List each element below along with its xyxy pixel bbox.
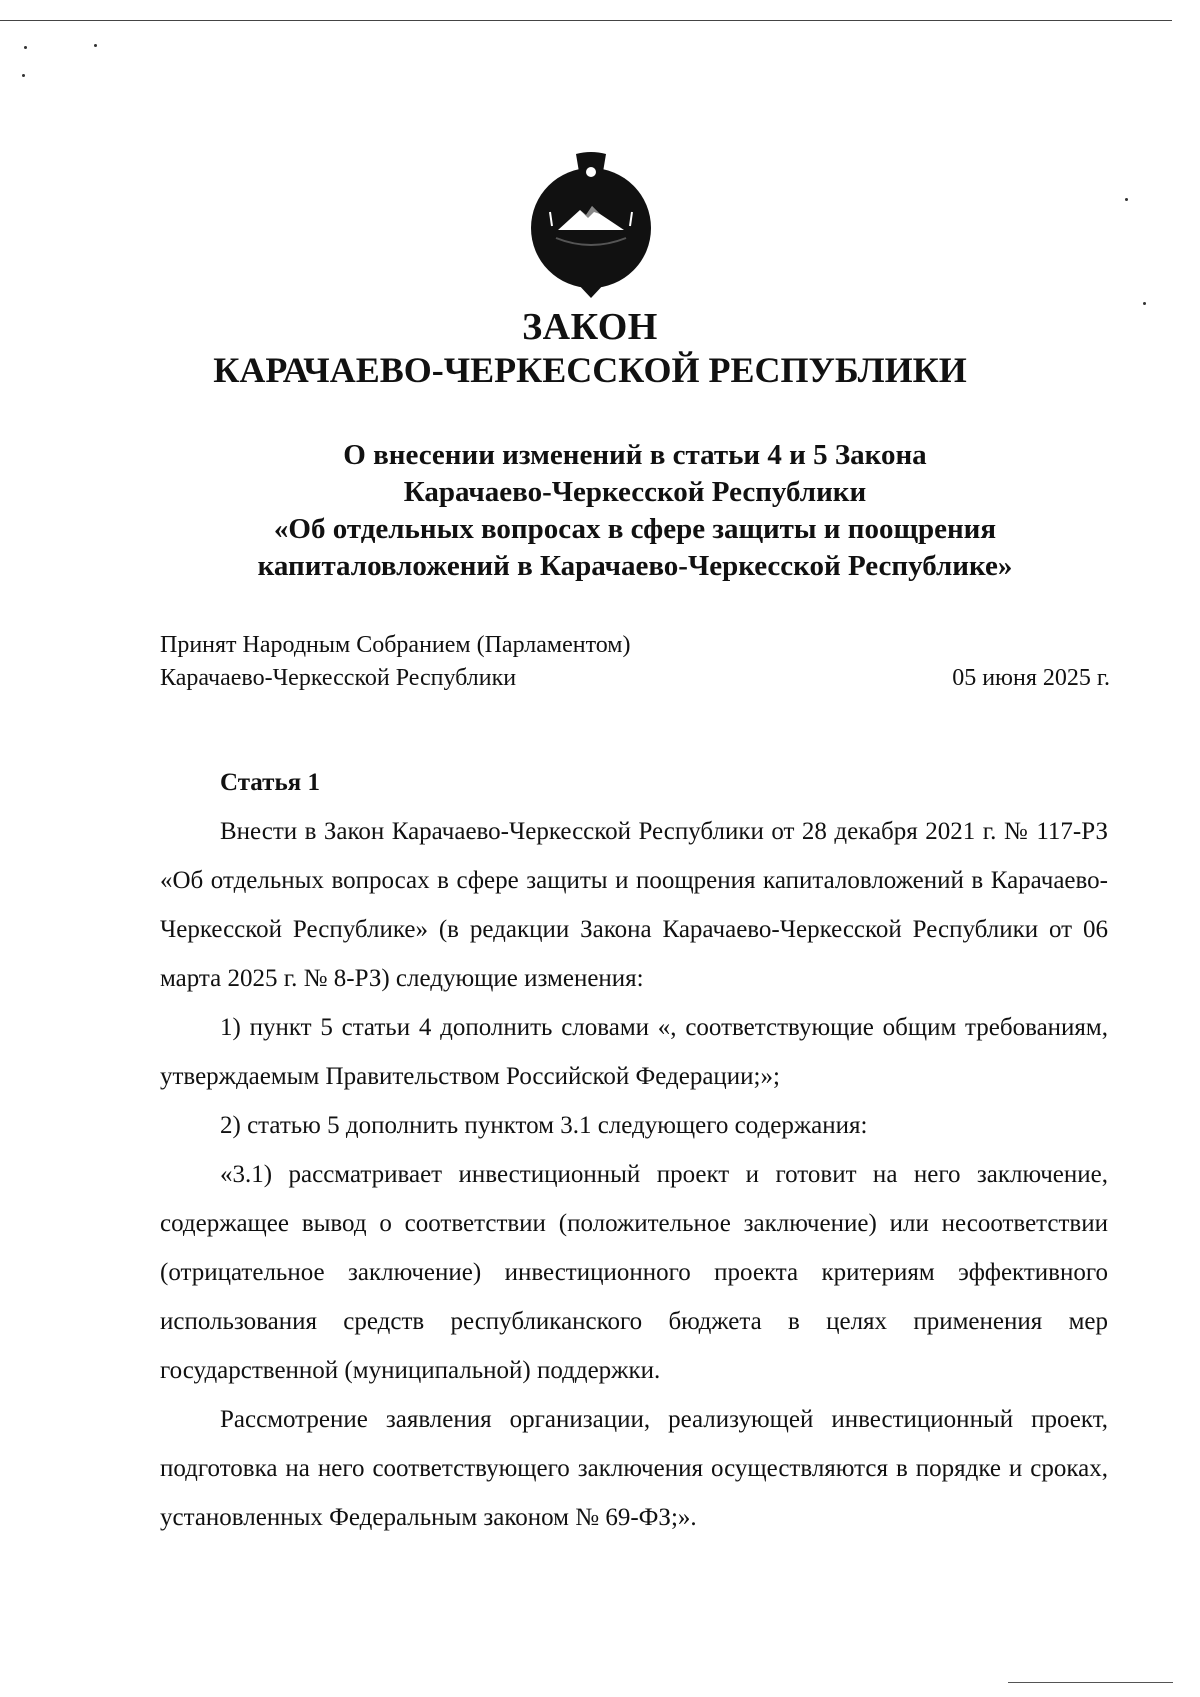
article-paragraph: 2) статью 5 дополнить пунктом 3.1 следующего содержания:	[220, 1112, 868, 1139]
law-issuer: КАРАЧАЕВО-ЧЕРКЕССКОЙ РЕСПУБЛИКИ	[213, 350, 967, 390]
scan-speck	[24, 46, 27, 49]
subject-line: Карачаево-Черкесской Республики	[403, 476, 867, 508]
coat-of-arms-emblem	[528, 152, 654, 298]
article-paragraph: Рассмотрение заявления организации, реализующей инвестиционный проект, подготовка на него соответствующего заключения осуществляются в порядке и сроках, установленных Федеральным законом № 69-ФЗ;».	[160, 1406, 1108, 1531]
law-title: ЗАКОН	[522, 306, 658, 348]
subject-line: «Об отдельных вопросах в сфере защиты и поощрения	[273, 513, 997, 545]
article-body	[160, 758, 1108, 1542]
law-subject	[160, 437, 1110, 585]
scan-edge-line	[0, 20, 1172, 21]
adoption-date: 05 июня 2025 г.	[952, 665, 1110, 691]
article-paragraph: 1) пункт 5 статьи 4 дополнить словами «, соответствующие общим требованиям, утверждаемым Правительством Российской Федерации;»;	[160, 1014, 1108, 1090]
subject-line: О внесении изменений в статьи 4 и 5 Закона	[343, 439, 927, 471]
adoption-line: Принят Народным Собранием (Парламентом)	[160, 632, 631, 658]
article-title: Статья 1	[220, 769, 320, 796]
adoption-line: Карачаево-Черкесской Республики	[160, 665, 517, 691]
scan-speck	[22, 74, 25, 77]
scan-speck	[94, 44, 97, 47]
article-paragraph: «3.1) рассматривает инвестиционный проект и готовит на него заключение, содержащее вывод о соответствии (положительное заключение) или несоответствии (отрицательное заключение) инвестиционного проекта критериям эффективного использования средств республиканского бюджета в целях применения мер государственной (муниципальной) поддержки.	[160, 1161, 1108, 1384]
scan-edge-line-bottom	[1008, 1682, 1173, 1683]
subject-line: капиталовложений в Карачаево-Черкесской Республике»	[257, 550, 1013, 582]
article-paragraph: Внести в Закон Карачаево-Черкесской Республики от 28 декабря 2021 г. № 117-РЗ «Об отдельных вопросах в сфере защиты и поощрения капиталовложений в Карачаево-Черкесской Республике» (в редакции Закона Карачаево-Черкесской Республики от 06 марта 2025 г. № 8-РЗ) следующие изменения:	[160, 818, 1108, 992]
scan-speck	[1125, 198, 1128, 201]
adoption-info	[160, 629, 1110, 695]
